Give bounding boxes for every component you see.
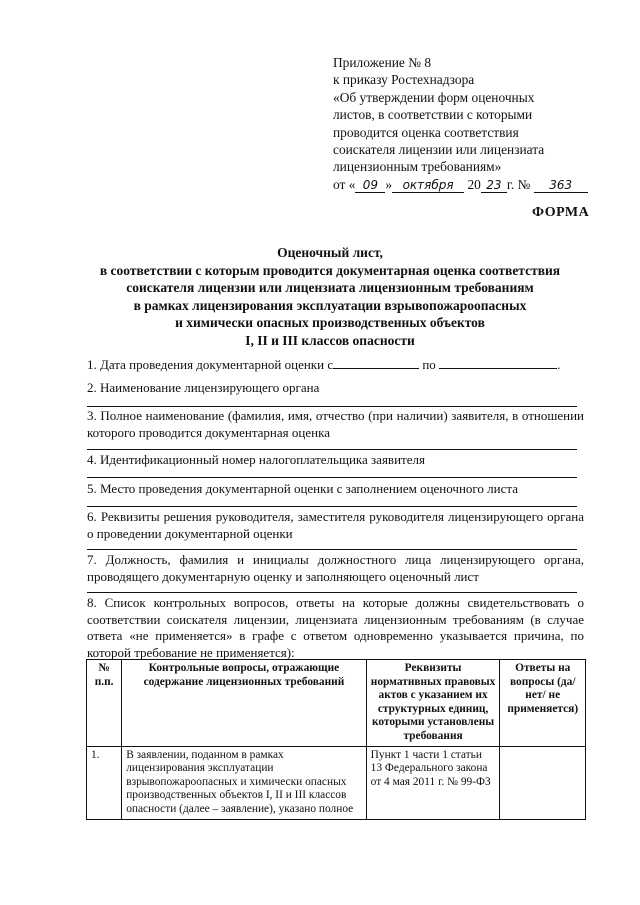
appendix-line: проводится оценка соответствия	[333, 124, 519, 140]
title-line: в рамках лицензирования эксплуатации взрывопожароопасных	[133, 297, 527, 313]
appendix-line: к приказу Ростехнадзора	[333, 72, 475, 88]
date-to-field[interactable]	[439, 356, 557, 369]
item-2-licensing-authority	[87, 380, 584, 397]
appendix-block	[333, 54, 593, 193]
row-number: 1.	[87, 746, 122, 819]
header-number: № п.п.	[87, 660, 122, 747]
date-year-prefix: 20	[467, 176, 481, 192]
item-5-place: 5. Место проведения документарной оценки с заполнением оценочного листа	[87, 481, 519, 496]
title-line: соискателя лицензии или лицензиата лицензионным требованиям	[126, 280, 534, 296]
header-questions: Контрольные вопросы, отражающие содержание лицензионных требований	[122, 660, 366, 747]
title-line: Оценочный лист,	[277, 245, 383, 260]
table-row	[87, 746, 586, 819]
item-6-decision-requisites: 6. Реквизиты решения руководителя, заместителя руководителя лицензирующего органа о проведении документарной оценки	[87, 509, 584, 541]
table-header-row	[87, 660, 586, 747]
date-from-field[interactable]	[333, 356, 419, 369]
appendix-line: соискателя лицензии или лицензиата	[333, 142, 545, 158]
item-4-fill-line[interactable]	[87, 477, 577, 478]
form-label: ФОРМА	[532, 205, 590, 220]
item-2-fill-line[interactable]	[87, 406, 577, 407]
item-3-applicant-name: 3. Полное наименование (фамилия, имя, отчество (при наличии) заявителя, в отношении которого проводится документарная оценка	[87, 408, 584, 440]
row-answer-cell[interactable]	[500, 746, 586, 819]
appendix-line: лицензионным требованиям»	[333, 159, 502, 175]
item-3-fill-line[interactable]	[87, 449, 577, 450]
date-year-suffix: г. №	[506, 176, 531, 192]
row-question: В заявлении, поданном в рамках лицензирования эксплуатации взрывопожароопасных и химически опасных производственных объектов I, II и III классов опасности (далее – заявление), указано полное	[122, 746, 366, 819]
item-5-fill-line[interactable]	[87, 506, 577, 507]
item-8-checklist-intro: 8. Список контрольных вопросов, ответы на которые должны свидетельствовать о соответствии соискателя лицензии, лицензиата лицензионным требованиям (в случае ответа «не применяется» в графе с ответом одновременно указывается причина, по которой требование не применяется):	[87, 595, 584, 660]
item-1-inspection-dates: 1. Дата проведения документарной оценки с по .	[87, 357, 561, 372]
item-1-label: 1. Дата проведения документарной оценки с	[87, 357, 334, 372]
appendix-line: листов, в соответствии с которыми	[333, 107, 533, 123]
handwritten-day: 09	[355, 178, 385, 193]
appendix-line: «Об утверждении форм оценочных	[333, 89, 535, 105]
item-7-fill-line[interactable]	[87, 592, 577, 593]
header-requisites: Реквизиты нормативных правовых актов с указанием их структурных единиц, которыми установлены требования	[366, 660, 500, 747]
item-1-mid-label: по	[422, 357, 436, 372]
row-requisites: Пункт 1 части 1 статьи 13 Федерального закона от 4 мая 2011 г. № 99-ФЗ	[366, 746, 500, 819]
appendix-line: Приложение № 8	[333, 55, 432, 70]
header-answers: Ответы на вопросы (да/нет/ не применяется)	[500, 660, 586, 747]
item-7-official: 7. Должность, фамилия и инициалы должностного лица лицензирующего органа, проводящего документарную оценку и заполняющего оценочный лист	[87, 552, 584, 584]
item-4-inn: 4. Идентификационный номер налогоплательщика заявителя	[87, 452, 425, 467]
item-6-fill-line[interactable]	[87, 549, 577, 550]
title-line: в соответствии с которым проводится документарная оценка соответствия	[99, 262, 561, 278]
date-prefix: от «	[333, 176, 356, 192]
handwritten-order-number: 363	[534, 178, 588, 193]
date-mid: »	[385, 176, 393, 192]
item-2-label: 2. Наименование лицензирующего органа	[87, 380, 320, 395]
handwritten-year: 23	[481, 178, 507, 193]
handwritten-month: октября	[392, 178, 464, 193]
order-date-line	[333, 176, 593, 193]
title-line: I, II и III классов опасности	[245, 332, 415, 348]
title-line: и химически опасных производственных объектов	[175, 315, 485, 331]
control-questions-table	[86, 659, 586, 820]
document-title	[40, 244, 620, 350]
